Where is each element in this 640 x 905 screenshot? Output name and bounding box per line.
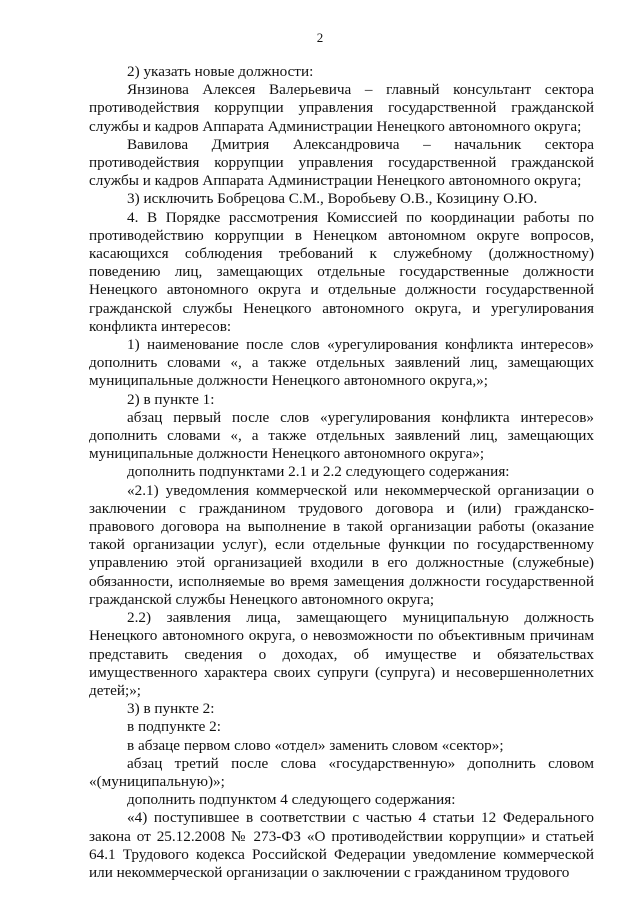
paragraph: 3) в пункте 2: bbox=[127, 700, 215, 718]
paragraph: 2.2) заявления лица, замещающего муниципальную должность Ненецкого автономного округа, о невозможности по объективным причинам представить сведения о доходах, об имуществе и обязательствах имущественного характера своих супруги (супруга) и несовершеннолетних детей;»; bbox=[89, 609, 594, 699]
paragraph: 3) исключить Бобрецова С.М., Воробьеву О.В., Козицину О.Ю. bbox=[127, 190, 538, 208]
paragraph: Вавилова Дмитрия Александровича – начальник сектора противодействия коррупции управления государственной гражданской службы и кадров Аппарата Администрации Ненецкого автономного округа; bbox=[89, 135, 594, 190]
paragraph: абзац первый после слов «урегулирования конфликта интересов» дополнить словами «, а также отдельных заявлений лиц, замещающих муниципальные должности Ненецкого автономного округа»; bbox=[89, 408, 594, 463]
paragraph: в абзаце первом слово «отдел» заменить словом «сектор»; bbox=[127, 736, 504, 754]
document-body bbox=[89, 63, 594, 882]
paragraph: 2) в пункте 1: bbox=[127, 390, 215, 408]
paragraph: «4) поступившее в соответствии с частью 4 статьи 12 Федерального закона от 25.12.2008 № 273-ФЗ «О противодействии коррупции» и статьей 64.1 Трудового кодекса Российской Федерации уведомление коммерческой или некоммерческой организации о заключении с гражданином трудового bbox=[89, 809, 594, 881]
paragraph: абзац третий после слова «государственную» дополнить словом «(муниципальную)»; bbox=[89, 754, 594, 790]
paragraph: «2.1) уведомления коммерческой или некоммерческой организации о заключении с гражданином трудового договора и (или) гражданско-правового договора на выполнение в такой организации работы (оказание такой организации услуг), если отдельные функции по государственному управлению этой организацией входили в его должностные (служебные) обязанности, исполняемые во время замещения должности государственной гражданской службы Ненецкого автономного округа; bbox=[89, 481, 594, 608]
paragraph: в подпункте 2: bbox=[127, 718, 221, 736]
paragraph: Янзинова Алексея Валерьевича – главный консультант сектора противодействия коррупции управления государственной гражданской службы и кадров Аппарата Администрации Ненецкого автономного округа; bbox=[89, 81, 594, 135]
paragraph: 1) наименование после слов «урегулирования конфликта интересов» дополнить словами «, а также отдельных заявлений лиц, замещающих муниципальные должности Ненецкого автономного округа,»; bbox=[89, 336, 594, 390]
paragraph: 4. В Порядке рассмотрения Комиссией по координации работы по противодействию коррупции в Ненецком автономном округе вопросов, касающихся соблюдения требований к служебному (должностному) поведению лиц, замещающих отдельные государственные должности Ненецкого автономного округа и отдельные должности государственной гражданской службы Ненецкого автономного округа, и урегулирования конфликта интересов: bbox=[89, 208, 594, 335]
page-number: 2 bbox=[316, 30, 324, 45]
paragraph: 2) указать новые должности: bbox=[127, 63, 314, 80]
paragraph: дополнить подпунктом 4 следующего содержания: bbox=[127, 791, 456, 809]
paragraph: дополнить подпунктами 2.1 и 2.2 следующего содержания: bbox=[127, 463, 510, 481]
